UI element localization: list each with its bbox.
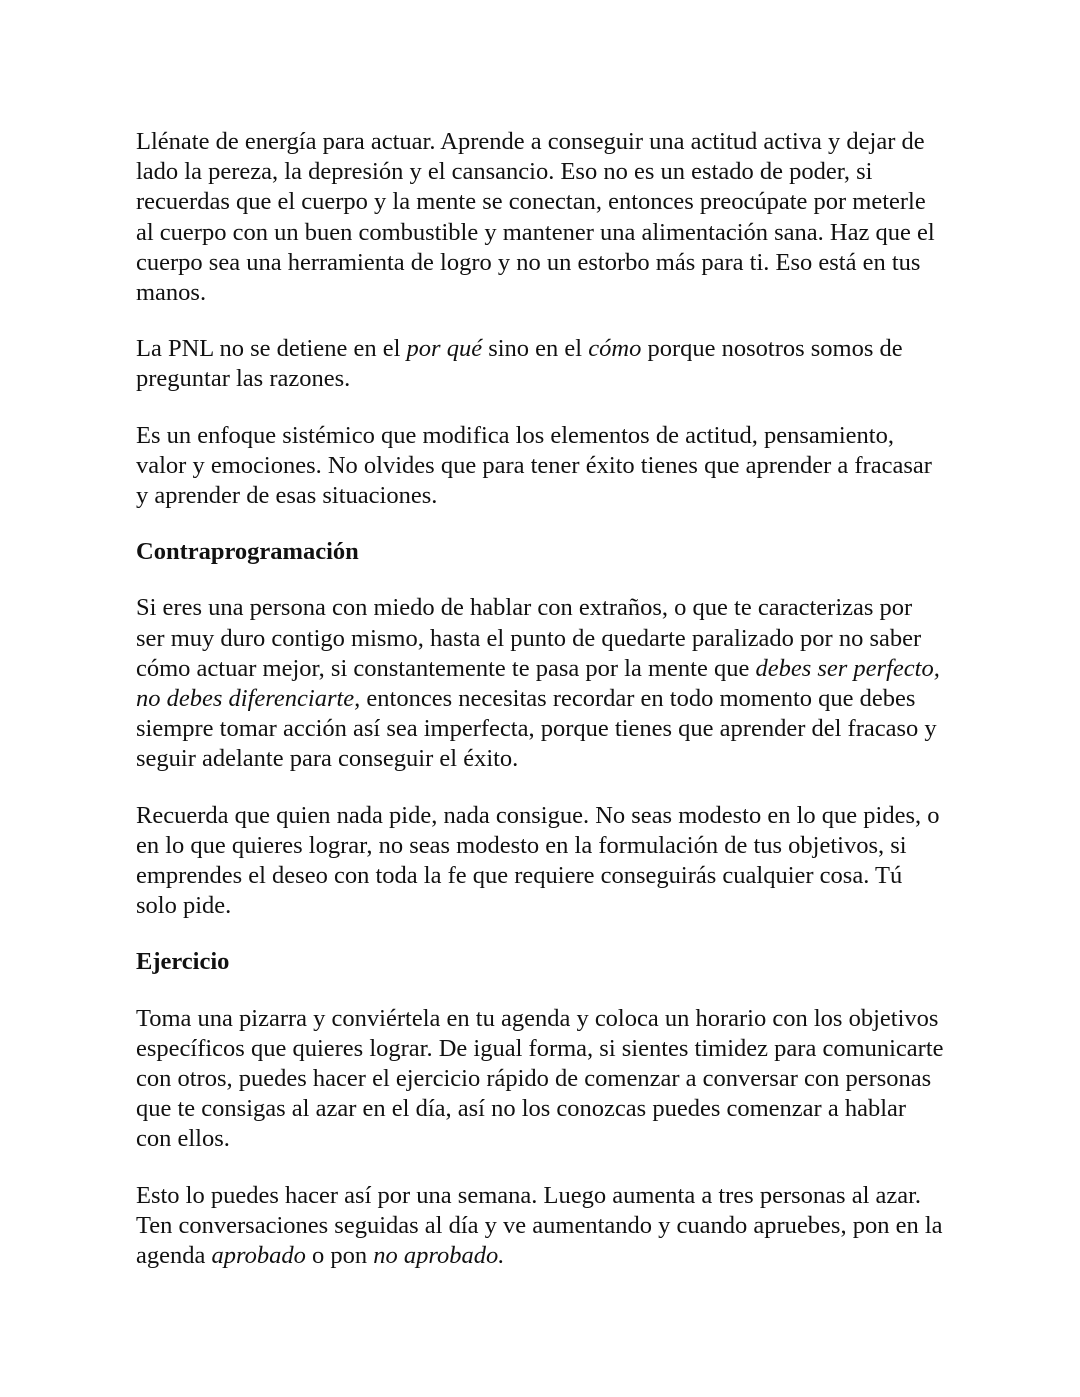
italic-run: cómo: [588, 335, 642, 363]
paragraph-recuerda: Recuerda que quien nada pide, nada consigue. No seas modesto en lo que pides, o en lo que quieres lograr, no seas modesto en la formulación de tus objetivos, si emprendes el deseo con toda la fe que requiere conseguirás cualquier cosa. Tú solo pide.: [136, 801, 940, 920]
paragraph-pnl: [136, 334, 946, 394]
document-page: [136, 127, 946, 1297]
text-run: sino en el: [482, 335, 589, 363]
paragraph-semana: [136, 1181, 946, 1272]
heading-ejercicio: Ejercicio: [136, 948, 230, 976]
paragraph-pizarra: Toma una pizarra y conviértela en tu agenda y coloca un horario con los objetivos específicos que quieres lograr. De igual forma, si sientes timidez para comunicarte con otros, puedes hacer el ejercicio rápido de comenzar a conversar con personas que te consigas al azar en el día, así no los conozcas puedes comenzar a hablar con ellos.: [136, 1004, 944, 1153]
paragraph-energia: Llénate de energía para actuar. Aprende a conseguir una actitud activa y dejar de lado la pereza, la depresión y el cansancio. Eso no es un estado de poder, si recuerdas que el cuerpo y la mente se conectan, entonces preocúpate por meterle al cuerpo con un buen combustible y mantener una alimentación sana. Haz que el cuerpo sea una herramienta de logro y no un estorbo más para ti. Eso está en tus manos.: [136, 128, 935, 307]
italic-run: aprobado: [211, 1242, 306, 1270]
text-run: La PNL no se detiene en el: [136, 335, 407, 363]
heading-contraprogramacion: Contraprogramación: [136, 538, 359, 566]
text-run: o pon: [305, 1242, 374, 1270]
paragraph-miedo: [136, 593, 946, 774]
italic-run: por qué: [406, 335, 483, 363]
italic-run: debes ser perfecto, no debes diferenciarte,: [136, 654, 940, 713]
text-run: entonces necesitas recordar en todo momento que debes siempre tomar acción así sea imperfecta, porque tienes que aprender del fracaso y seguir adelante para conseguir el éxito.: [136, 685, 937, 773]
italic-run: no aprobado.: [373, 1242, 505, 1270]
paragraph-enfoque: Es un enfoque sistémico que modifica los elementos de actitud, pensamiento, valor y emociones. No olvides que para tener éxito tienes que aprender a fracasar y aprender de esas situaciones.: [136, 421, 932, 510]
text-run: porque nosotros somos de preguntar las razones.: [136, 335, 903, 393]
text-run: Si eres una persona con miedo de hablar con extraños, o que te caracterizas por ser muy duro contigo mismo, hasta el punto de quedarte paralizado por no saber cómo actuar mejor, si constantemente te pasa por la mente que: [136, 594, 922, 682]
text-run: Esto lo puedes hacer así por una semana. Luego aumenta a tres personas al azar. Ten conversaciones seguidas al día y ve aumentando y cuando apruebes, pon en la agenda: [136, 1181, 943, 1270]
